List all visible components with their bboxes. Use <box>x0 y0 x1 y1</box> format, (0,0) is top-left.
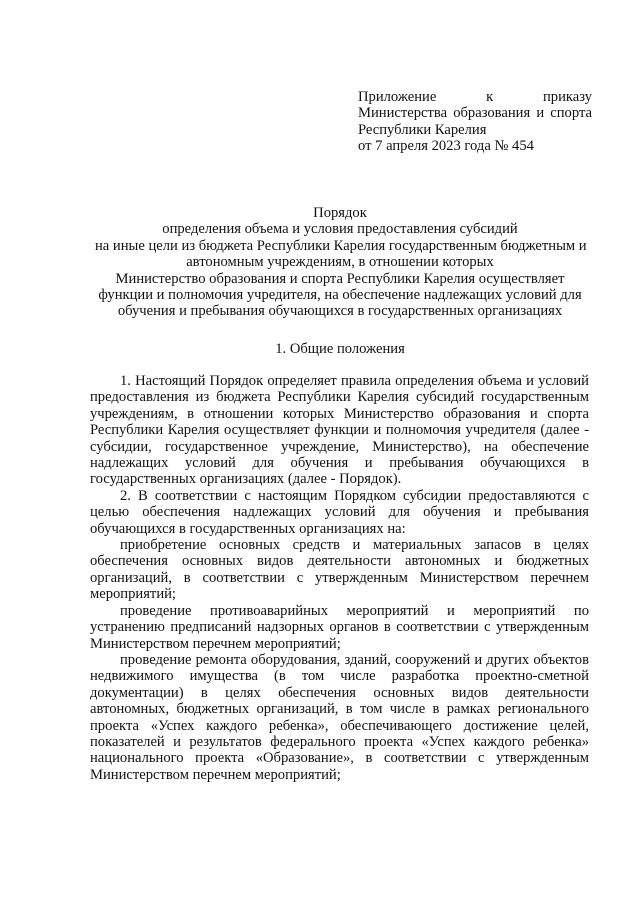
title-line: на иные цели из бюджета Республики Карелия государственным бюджетным и <box>95 237 587 254</box>
document-title <box>95 205 585 320</box>
paragraph: приобретение основных средств и материальных запасов в целях обеспечения основных видов деятельности автономных и бюджетных организаций, в соответствии с утвержденным Министерством перечнем мероприятий; <box>90 537 589 603</box>
appendix-line-1: Приложение к приказу <box>358 89 592 105</box>
title-line: Министерство образования и спорта Республики Карелия осуществляет <box>115 270 565 287</box>
appendix-block <box>358 89 592 155</box>
appendix-line-2: Министерства образования и спорта <box>358 105 592 122</box>
title-heading: Порядок <box>313 205 367 221</box>
document-body <box>90 373 589 783</box>
appendix-line-3: Республики Карелия <box>358 121 487 138</box>
title-line: обучения и пребывания обучающихся в государственных организациях <box>117 303 563 320</box>
paragraph: 2. В соответствии с настоящим Порядком субсидии предоставляются с целью обеспечения надлежащих условий для обучения и пребывания обучающихся в государственных организациях на: <box>90 487 589 537</box>
paragraph: 1. Настоящий Порядок определяет правила определения объема и условий предоставления из бюджета Республики Карелия субсидий государственным учреждениям, в отношении которых Министерство образования и спорта Республики Карелия осуществляет функции и полномочия учредителя (далее - субсидии, государственное учреждение, Министерство), на обеспечение надлежащих условий для обучения и пребывания обучающихся в государственных организациях (далее - Порядок). <box>90 373 589 488</box>
title-line: функции и полномочия учредителя, на обеспечение надлежащих условий для <box>98 287 582 304</box>
appendix-line-4: от 7 апреля 2023 года № 454 <box>358 138 534 155</box>
title-line: автономным учреждениям, в отношении которых <box>186 254 494 271</box>
paragraph: проведение ремонта оборудования, зданий, сооружений и других объектов недвижимого имущества (в том числе разработка проектно-сметной документации) в целях обеспечения основных видов деятельности автономных, бюджетных организаций, в том числе в рамках регионального проекта «Успех каждого ребенка», обеспечивающего достижение целей, показателей и результатов федерального проекта «Успех каждого ребенка» национального проекта «Образование», в соответствии с утвержденным Министерством перечнем мероприятий; <box>90 651 589 783</box>
title-line: определения объема и условия предоставления субсидий <box>162 221 518 238</box>
section-title: 1. Общие положения <box>275 341 405 357</box>
paragraph: проведение противоаварийных мероприятий и мероприятий по устранению предписаний надзорных органов в соответствии с утвержденным Министерством перечнем мероприятий; <box>90 602 589 652</box>
